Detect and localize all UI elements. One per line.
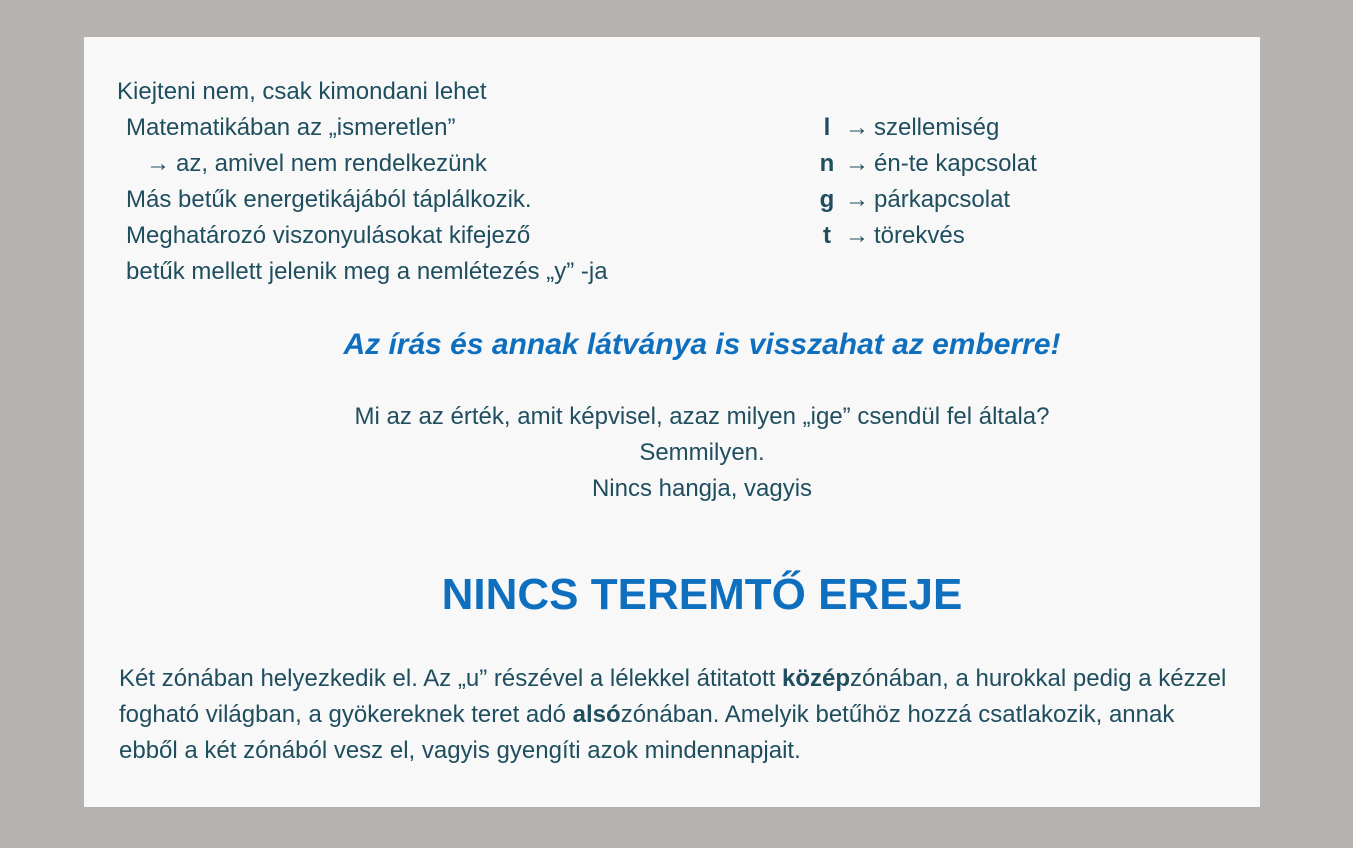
letter-meaning-list [814, 110, 1037, 254]
left-line-6: betűk mellett jelenik meg a nemlétezés „y” -ja [126, 258, 608, 285]
arrow-right-icon: → [146, 150, 170, 177]
letter-meaning-row [814, 218, 1037, 254]
paragraph-bold: alsó [572, 701, 621, 728]
letter-meaning: szellemiség [874, 114, 1000, 141]
question-line: Mi az az érték, amit képvisel, azaz milyen „ige” csendül fel általa? [354, 403, 1050, 430]
question-line: Nincs hangja, vagyis [591, 475, 813, 502]
letter-meaning-row [814, 146, 1037, 182]
big-title: NINCS TEREMTŐ EREJE [441, 570, 963, 619]
left-line-3-text: az, amivel nem rendelkezünk [176, 150, 487, 177]
letter: n [819, 150, 835, 177]
question-block [84, 399, 1260, 507]
letter-meaning: törekvés [874, 222, 965, 249]
letter: t [823, 222, 831, 249]
slide [84, 37, 1260, 807]
letter-meaning: párkapcsolat [874, 186, 1011, 213]
paragraph-text: Két zónában helyezkedik el. Az „u” részével a lélekkel átitatott [119, 665, 783, 692]
paragraph-text: zónában, a hurokkal pedig a kézzel fogható világban, a gyökereknek teret adó [119, 665, 1227, 728]
zone-paragraph [119, 661, 1229, 769]
arrow-right-icon: → [845, 222, 869, 249]
arrow-right-icon: → [845, 150, 869, 177]
arrow-right-icon: → [845, 186, 869, 213]
paragraph-text: zónában. Amelyik betűhöz hozzá csatlakozik, annak ebből a két zónából vesz el, vagyis gyengíti azok mindennapjait. [119, 701, 1175, 764]
letter: g [819, 186, 835, 213]
headline: Az írás és annak látványa is visszahat az emberre! [343, 328, 1061, 361]
arrow-right-icon: → [845, 114, 869, 141]
letter-meaning: én-te kapcsolat [874, 150, 1037, 177]
left-line-4: Más betűk energetikájából táplálkozik. [126, 186, 532, 213]
left-line-2: Matematikában az „ismeretlen” [126, 114, 456, 141]
left-line-3 [117, 146, 608, 182]
left-text-block [117, 74, 608, 290]
letter-meaning-row [814, 182, 1037, 218]
left-line-1: Kiejteni nem, csak kimondani lehet [117, 78, 487, 105]
question-line: Semmilyen. [639, 439, 765, 466]
letter-meaning-row [814, 110, 1037, 146]
left-line-5: Meghatározó viszonyulásokat kifejező [126, 222, 531, 249]
letter: l [823, 114, 831, 141]
paragraph-bold: közép [782, 665, 851, 692]
